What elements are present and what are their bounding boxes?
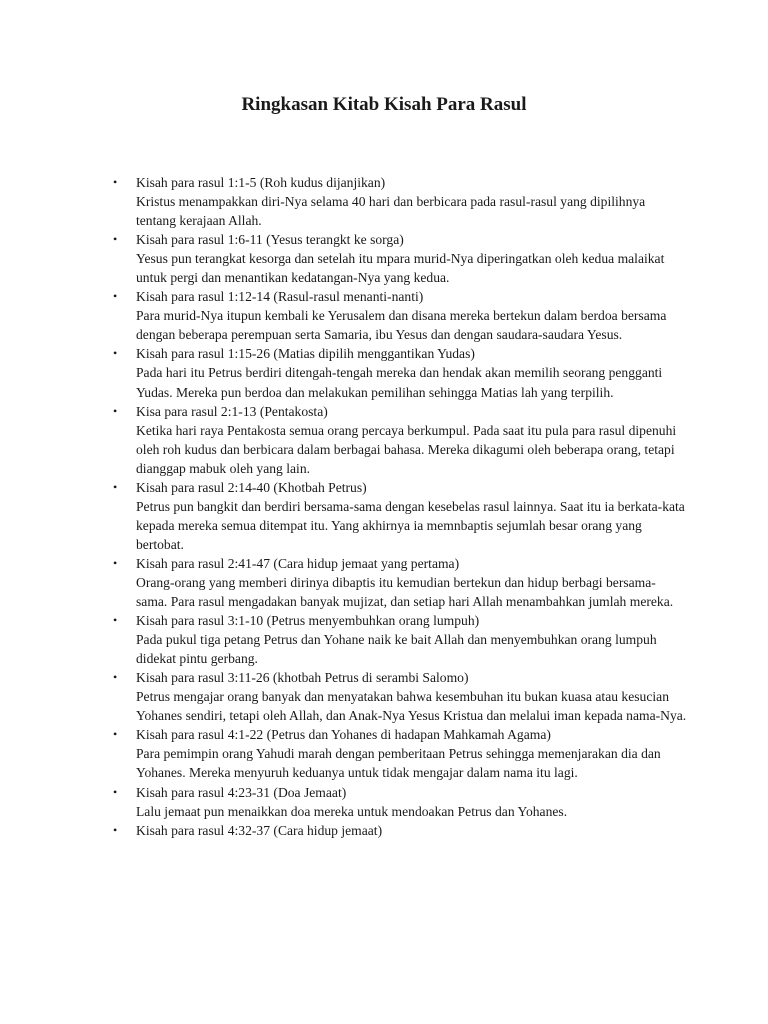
bullet-icon: • (113, 613, 118, 628)
entry-summary: Ketika hari raya Pentakosta semua orang percaya berkumpul. Pada saat itu pula para rasul dipenuhi oleh roh kudus dan berbicara dalam berbagai bahasa. Mereka dikagumi oleh beberapa orang, tetapi dianggap mabuk oleh yang lain. (136, 422, 677, 476)
entry-summary: Yesus pun terangkat kesorga dan setelah itu mpara murid-Nya diperingatkan oleh kedua malaikat untuk pergi dan menantikan kedatangan-Nya yang kedua. (136, 251, 665, 286)
entry-heading: Kisa para rasul 2:1-13 (Pentakosta) (136, 403, 328, 419)
entry-heading: Kisah para rasul 1:1-5 (Roh kudus dijanjikan) (136, 175, 386, 190)
entry-summary: Petrus mengajar orang banyak dan menyatakan bahwa kesembuhan itu bukan kuasa atau kesucian Yohanes sendiri, tetapi oleh Allah, dan Anak-Nya Yesus Kristua dan melalui iman kepada nama-Nya. (136, 689, 687, 724)
entry-summary: Pada pukul tiga petang Petrus dan Yohane naik ke bait Allah dan menyembuhkan orang lumpuh didekat pintu gerbang. (136, 632, 657, 667)
entry-heading: Kisah para rasul 2:41-47 (Cara hidup jemaat yang pertama) (136, 555, 460, 571)
bullet-icon: • (113, 479, 118, 494)
bullet-icon: • (113, 727, 118, 742)
entry-heading: Kisah para rasul 1:12-14 (Rasul-rasul menanti-nanti) (136, 289, 424, 305)
list-item (112, 611, 687, 668)
entry-summary: Petrus pun bangkit dan berdiri bersama-sama dengan kesebelas rasul lainnya. Saat itu ia berkata-kata kepada mereka semua ditempat itu. Yang akhirnya ia memnbaptis sejumlah besar orang yang bertobat. (136, 498, 685, 552)
list-item (112, 402, 687, 478)
list-item (112, 478, 687, 554)
bullet-icon: • (113, 232, 118, 247)
list-item (112, 821, 687, 840)
entry-heading: Kisah para rasul 1:15-26 (Matias dipilih menggantikan Yudas) (136, 346, 475, 362)
entry-summary: Para pemimpin orang Yahudi marah dengan pemberitaan Petrus sehingga memenjarakan dia dan Yohanes. Mereka menyuruh keduanya untuk tidak mengajar dalam nama itu lagi. (136, 746, 661, 781)
list-item (112, 230, 687, 287)
list-item (112, 344, 687, 401)
entry-summary: Orang-orang yang memberi dirinya dibaptis itu kemudian bertekun dan hidup berbagi bersama-sama. Para rasul mengadakan banyak mujizat, dan setiap hari Allah menambahkan jumlah mereka. (136, 574, 674, 610)
entry-summary: Para murid-Nya itupun kembali ke Yerusalem dan disana mereka bertekun dalam berdoa bersama dengan beberapa perempuan serta Samaria, ibu Yesus dan dengan saudara-saudara Yesus. (136, 308, 667, 343)
bullet-icon: • (113, 175, 118, 189)
entry-heading: Kisah para rasul 4:23-31 (Doa Jemaat) (136, 784, 347, 800)
list-item (112, 668, 687, 725)
list-item (112, 783, 687, 821)
list-item (112, 173, 687, 230)
summary-list (112, 173, 687, 840)
entry-heading: Kisah para rasul 1:6-11 (Yesus terangkt ke sorga) (136, 232, 404, 248)
entry-summary: Pada hari itu Petrus berdiri ditengah-tengah mereka dan hendak akan memilih seorang pengganti Yudas. Mereka pun berdoa dan melakukan pemilihan sehingga Matias lah yang terpilih. (136, 365, 663, 400)
entry-heading: Kisah para rasul 4:32-37 (Cara hidup jemaat) (136, 822, 383, 838)
bullet-icon: • (113, 346, 118, 361)
bullet-icon: • (113, 822, 118, 837)
bullet-icon: • (113, 670, 118, 685)
bullet-icon: • (113, 289, 118, 304)
list-item (112, 287, 687, 344)
entry-heading: Kisah para rasul 3:1-10 (Petrus menyembuhkan orang lumpuh) (136, 613, 480, 629)
list-item (112, 554, 687, 611)
entry-heading: Kisah para rasul 3:11-26 (khotbah Petrus di serambi Salomo) (136, 670, 469, 686)
bullet-icon: • (113, 555, 118, 570)
list-item (112, 725, 687, 782)
entry-heading: Kisah para rasul 2:14-40 (Khotbah Petrus) (136, 479, 367, 495)
bullet-icon: • (113, 784, 118, 799)
entry-summary: Kristus menampakkan diri-Nya selama 40 hari dan berbicara pada rasul-rasul yang dipilihnya tentang kerajaan Allah. (136, 194, 646, 229)
entry-summary: Lalu jemaat pun menaikkan doa mereka untuk mendoakan Petrus dan Yohanes. (136, 803, 568, 819)
bullet-icon: • (113, 403, 118, 418)
entry-heading: Kisah para rasul 4:1-22 (Petrus dan Yohanes di hadapan Mahkamah Agama) (136, 727, 551, 743)
document-title: Ringkasan Kitab Kisah Para Rasul (241, 94, 527, 115)
